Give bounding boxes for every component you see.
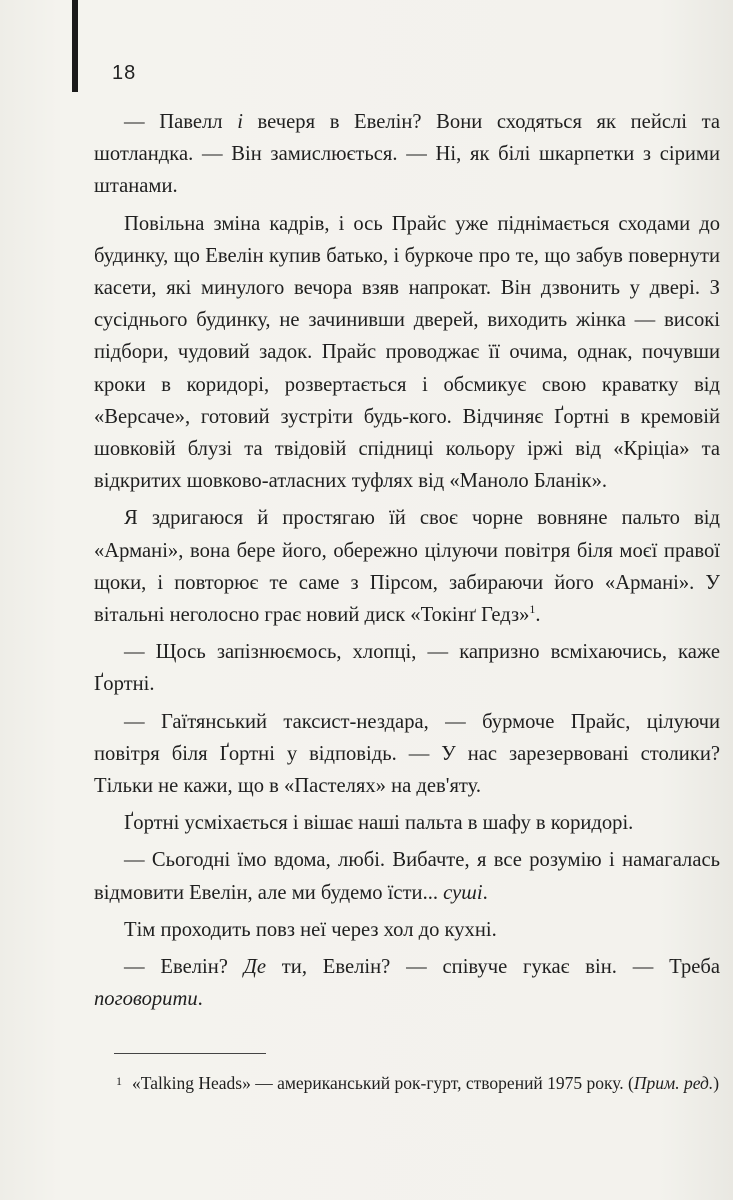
- text-segment: — Гаїтянський таксист-нездара, — бурмоче Прайс, цілуючи повітря біля Ґортні у відповідь. — У нас зарезервовані столики? Тільки не кажи, що в «Пастелях» на дев'яту.: [94, 710, 720, 798]
- text-segment: .: [482, 881, 488, 904]
- text-segment: — Сьогодні їмо вдома, любі. Вибачте, я все розумію і намагалась відмовити Евелін, але ми будемо їсти...: [94, 849, 720, 904]
- text-segment: .: [197, 988, 203, 1011]
- footnote: [116, 1068, 720, 1097]
- page-number: 18: [112, 62, 137, 84]
- text-segment: вечеря в Евелін? Вони сходяться як пейслі та шотландка. — Він замислюється. — Ні, як білі шкарпетки з сірими штанами.: [94, 111, 721, 198]
- text-segment: — Щось запізнюємось, хлопці, — капризно всміхаючись, каже Ґортні.: [94, 641, 720, 696]
- paragraph: [94, 502, 720, 631]
- text-segment: — Павелл: [124, 111, 238, 133]
- footnote-close: ): [713, 1073, 720, 1093]
- footnote-text: «Talking Heads» — американський рок-гурт, створений 1975 року. (: [132, 1073, 634, 1093]
- paragraph: [94, 106, 720, 203]
- text-segment: Я здригаюся й простягаю їй своє чорне вовняне пальто від «Армані», вона бере його, обережно цілуючи повітря біля моєї правої щоки, і повторює те саме з Пірсом, забираючи його «Армані». У вітальні неголосно грає новий диск «Токінґ Гедз»: [94, 507, 720, 627]
- text-segment: — Евелін?: [124, 956, 244, 979]
- italic-text: суші: [443, 881, 483, 904]
- text-segment: .: [535, 604, 541, 627]
- italic-text: поговорити: [94, 988, 198, 1011]
- text-segment: Тім проходить повз неї через хол до кухні.: [124, 918, 497, 941]
- paragraph: [94, 208, 720, 498]
- text-segment: Повільна зміна кадрів, і ось Прайс уже піднімається сходами до будинку, що Евелін купив батько, і буркоче про те, що забув повернути касети, які минулого вечора взяв напрокат. Він дзвонить у двері. З сусіднього будинку, не зачинивши дверей, виходить жінка — високі підбори, чудовий задок. Прайс проводжає її очима, однак, почувши кроки в коридорі, розвертається і обсмикує свою краватку від «Версаче», готовий зустріти будь-кого. Відчиняє Ґортні в кремовій шовковій блузі та твідовій спідниці кольору іржі від «Кріціа» та відкритих шовково-атласних туфлях від «Маноло Бланік».: [94, 212, 720, 493]
- text-segment: ти, Евелін? — співуче гукає він. — Треба: [265, 956, 721, 979]
- footnote-number: 1: [116, 1074, 122, 1088]
- paragraph: [94, 914, 720, 946]
- paragraph: [94, 951, 720, 1015]
- italic-text: і: [237, 111, 243, 133]
- footnote-editor-note: Прим. ред.: [633, 1073, 714, 1093]
- italic-text: Де: [243, 956, 266, 979]
- paragraph: [94, 844, 720, 908]
- footnote-divider: [114, 1053, 266, 1054]
- text-segment: Ґортні усміхається і вішає наші пальта в шафу в коридорі.: [124, 812, 634, 835]
- paragraph: [94, 636, 720, 700]
- paragraph: [94, 706, 720, 803]
- paragraph: [94, 807, 720, 839]
- body-text: [94, 106, 720, 1020]
- footnote-reference: 1: [529, 602, 536, 617]
- spine-shadow: [72, 0, 78, 92]
